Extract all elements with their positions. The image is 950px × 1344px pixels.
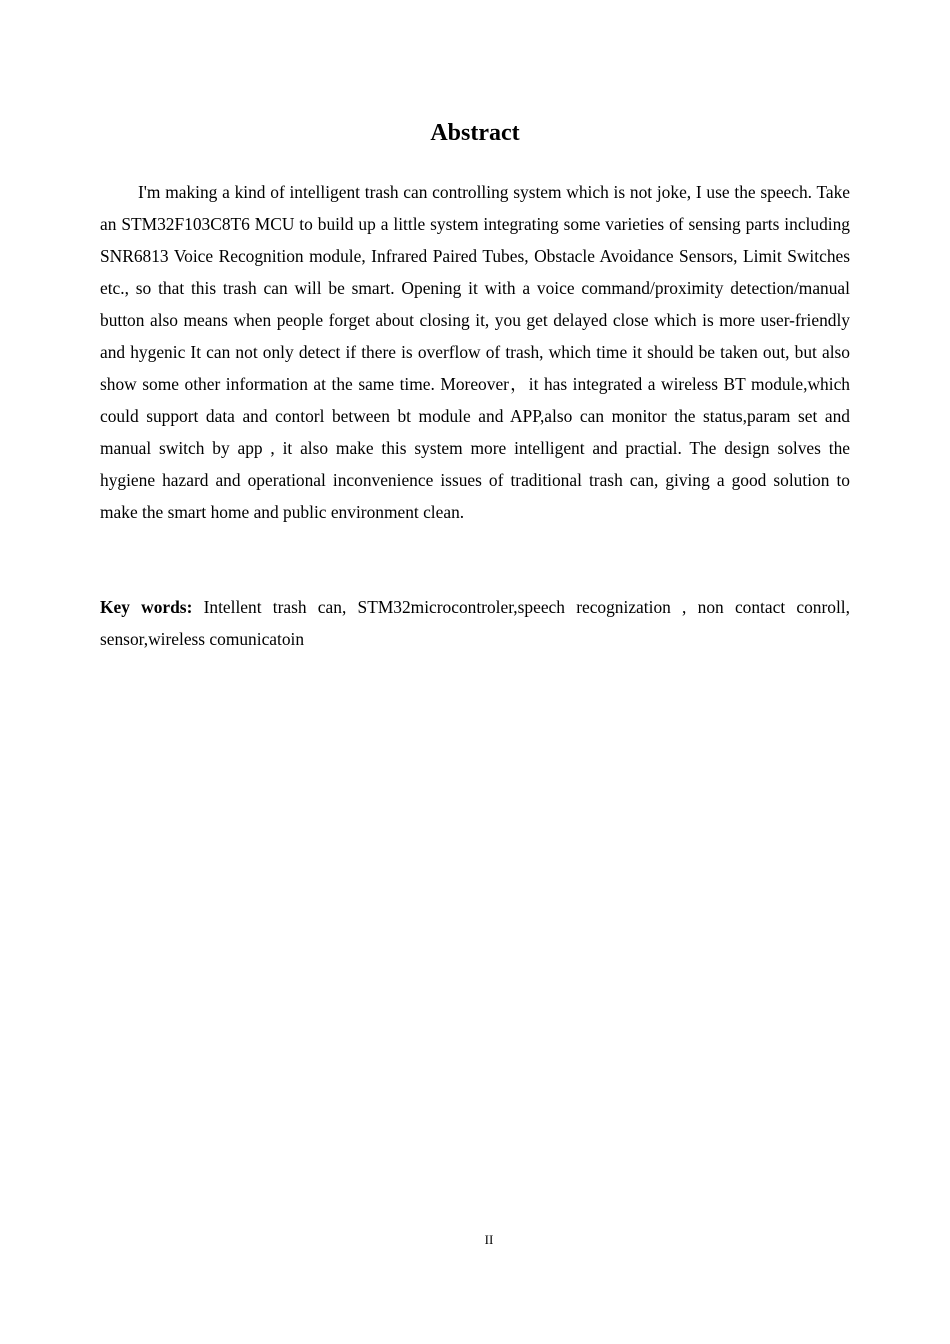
keywords-label: Key words:: [100, 597, 193, 617]
abstract-title: Abstract: [430, 120, 520, 146]
keywords-text: Intellent trash can, STM32microcontroler,speech recognization , non contact conroll, sensor,wireless comunicatoin: [100, 597, 850, 649]
page-number: II: [484, 1232, 494, 1247]
abstract-body: I'm making a kind of intelligent trash can controlling system which is not joke, I use the speech. Take an STM32F103C8T6 MCU to build up a little system integrating some varieties of sensing parts including SNR6813 Voice Recognition module, Infrared Paired Tubes, Obstacle Avoidance Sensors, Limit Switches etc., so that this trash can will be smart. Opening it with a voice command/proximity detection/manual button also means when people forget about closing it, you get delayed close which is more user-friendly and hygenic It can not only detect if there is overflow of trash, which time it should be taken out, but also show some other information at the same time. Moreover，it has integrated a wireless BT module,which could support data and contorl between bt module and APP,also can monitor the status,param set and manual switch by app , it also make this system more intelligent and practial. The design solves the hygiene hazard and operational inconvenience issues of traditional trash can, giving a good solution to make the smart home and public environment clean.: [100, 182, 850, 522]
keywords-paragraph: [100, 591, 850, 655]
